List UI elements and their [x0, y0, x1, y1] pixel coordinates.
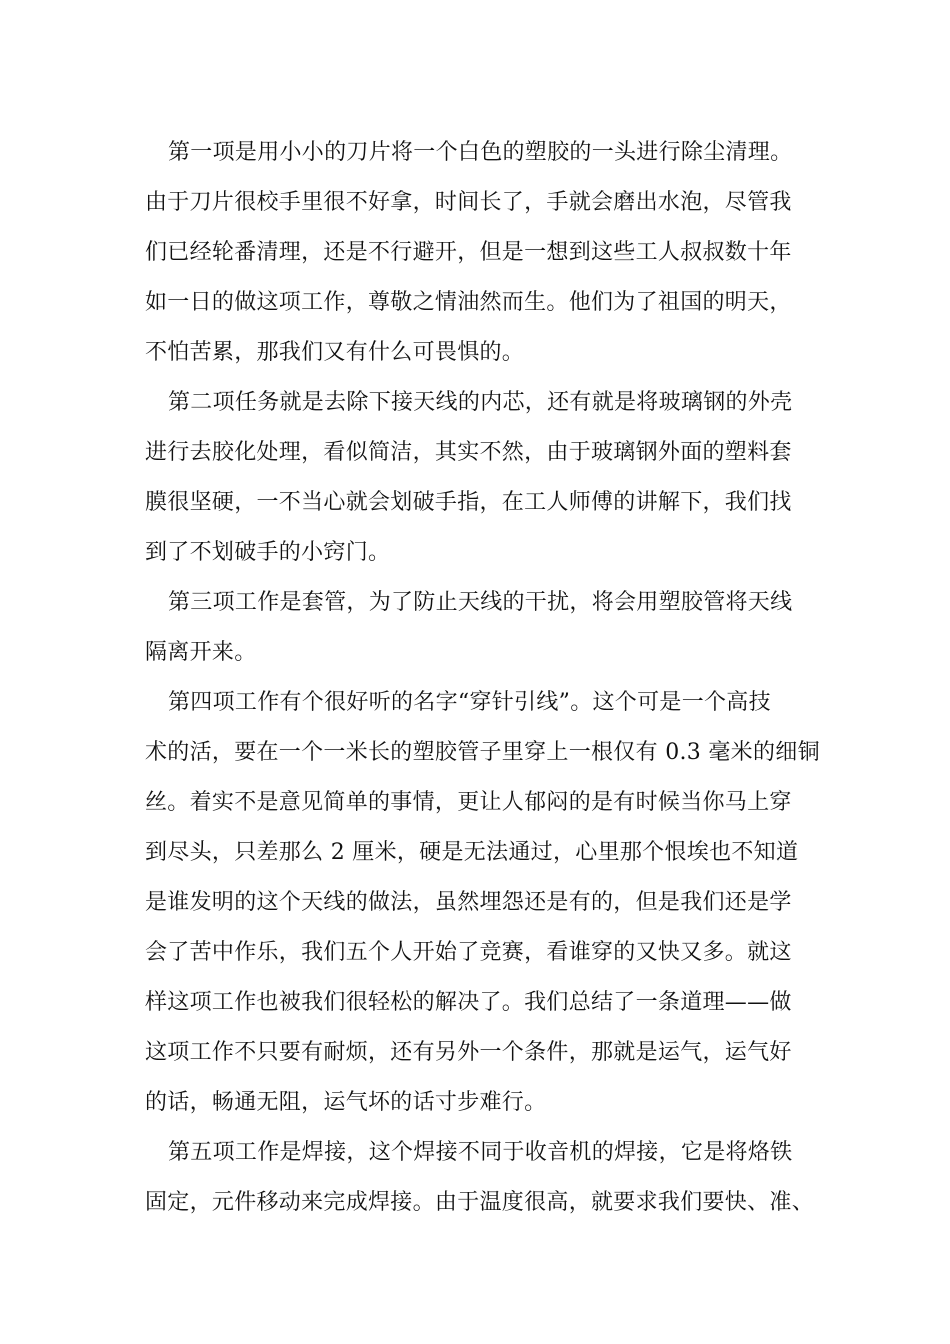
text-line: 第三项工作是套管，为了防止天线的干扰，将会用塑胶管将天线: [168, 590, 793, 615]
text-line: 是谁发明的这个天线的做法，虽然埋怨还是有的，但是我们还是学: [145, 890, 792, 915]
text-line: 这项工作不只要有耐烦，还有另外一个条件，那就是运气，运气好: [145, 1040, 792, 1065]
text-line: 丝。着实不是意见简单的事情，更让人郁闷的是有时候当你马上穿: [145, 790, 792, 815]
text-line: 的话，畅通无阻，运气坏的话寸步难行。: [145, 1090, 547, 1115]
paragraph-1: [145, 128, 825, 378]
text-line: 会了苦中作乐，我们五个人开始了竞赛，看谁穿的又快又多。就这: [145, 940, 792, 965]
text-line: 第四项工作有个很好听的名字“穿针引线”。这个可是一个高技: [168, 690, 771, 715]
text-line: 隔离开来。: [145, 640, 257, 665]
text-line: 不怕苦累，那我们又有什么可畏惧的。: [145, 340, 525, 365]
text-line: 第五项工作是焊接，这个焊接不同于收音机的焊接，它是将烙铁: [168, 1140, 793, 1165]
text-line: 由于刀片很校手里很不好拿，时间长了，手就会磨出水泡，尽管我: [145, 190, 792, 215]
text-line: 第一项是用小小的刀片将一个白色的塑胶的一头进行除尘清理。: [168, 140, 793, 165]
text-line: 固定，元件移动来完成焊接。由于温度很高，就要求我们要快、准、: [145, 1190, 815, 1215]
body-text: [145, 128, 825, 1228]
text-line: 到尽头，只差那么 2 厘米，硬是无法通过，心里那个恨埃也不知道: [145, 840, 799, 865]
text-line: 第二项任务就是去除下接天线的内芯，还有就是将玻璃钢的外壳: [168, 390, 793, 415]
text-line: 样这项工作也被我们很轻松的解决了。我们总结了一条道理——做: [145, 990, 792, 1015]
text-line: 们已经轮番清理，还是不行避开，但是一想到这些工人叔叔数十年: [145, 240, 792, 265]
paragraph-2: [145, 378, 825, 578]
paragraph-4: [145, 678, 825, 1128]
paragraph-5: [145, 1128, 825, 1228]
text-line: 到了不划破手的小窍门。: [145, 540, 391, 565]
text-line: 术的活，要在一个一米长的塑胶管子里穿上一根仅有 0.3 毫米的细铜: [145, 740, 820, 765]
text-line: 膜很坚硬，一不当心就会划破手指，在工人师傅的讲解下，我们找: [145, 490, 792, 515]
text-line: 进行去胶化处理，看似简洁，其实不然，由于玻璃钢外面的塑料套: [145, 440, 792, 465]
text-line: 如一日的做这项工作，尊敬之情油然而生。他们为了祖国的明天，: [145, 290, 792, 315]
paragraph-3: [145, 578, 825, 678]
